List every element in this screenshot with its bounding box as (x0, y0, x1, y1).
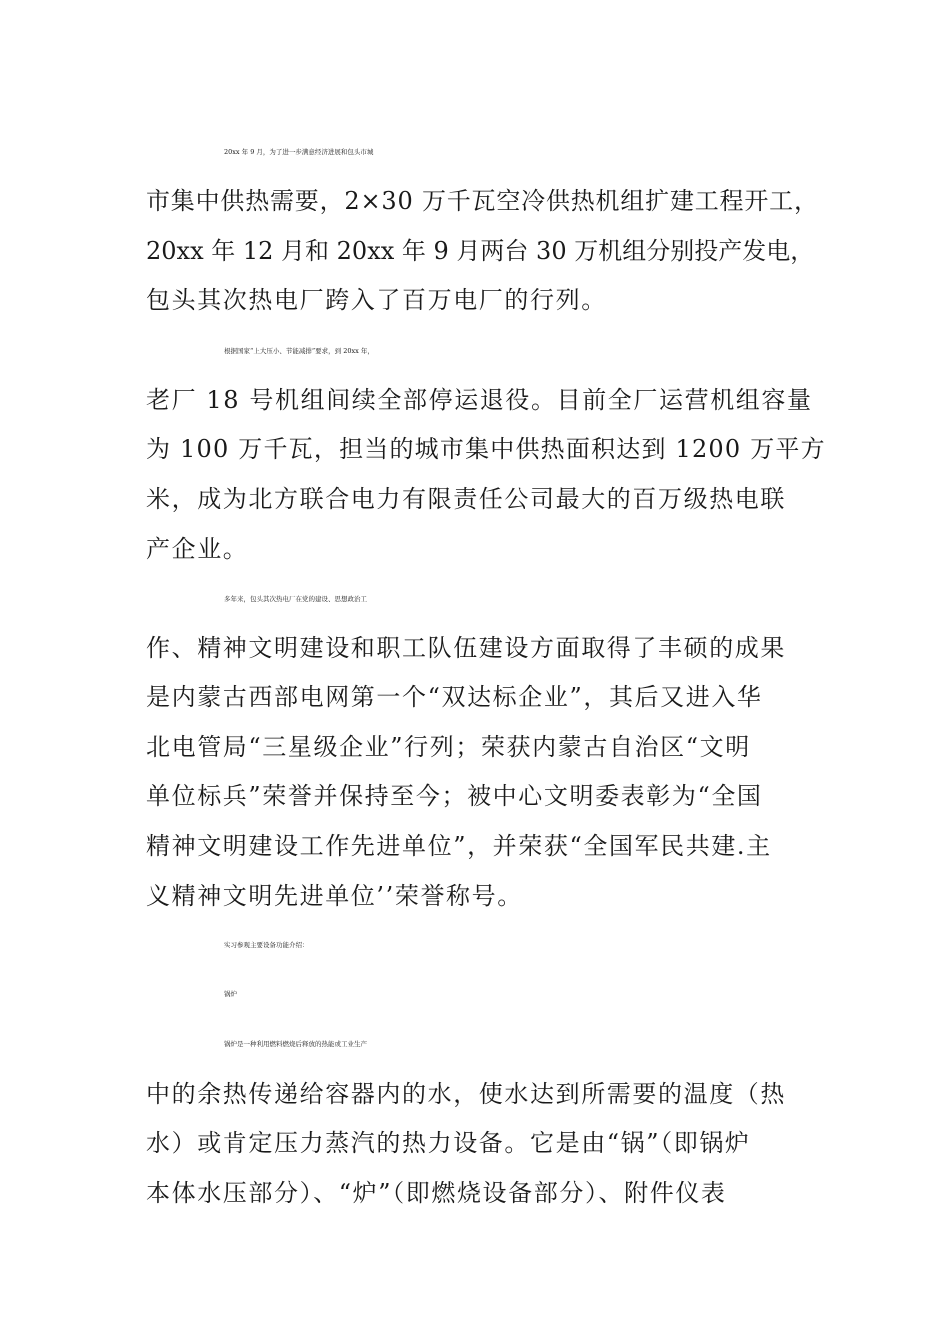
paragraph-3-line-3: 是内蒙古西部电网第一个“双达标企业”，其后又进入华 (146, 683, 763, 711)
paragraph-4-line-1: 锅炉是一种利用燃料燃烧后释放的热能或工业生产 (224, 1040, 367, 1048)
paragraph-1-line-2: 市集中供热需要，2×30 万千瓦空冷供热机组扩建工程开工， (146, 187, 819, 215)
paragraph-3-line-4: 北电管局“三星级企业”行列；荣获内蒙古自治区“文明 (146, 733, 751, 761)
paragraph-1-line-1: 20xx 年 9 月，为了进一步满意经济进展和包头市城 (224, 148, 374, 156)
paragraph-4-line-4: 本体水压部分）、“炉”（即燃烧设备部分）、附件仪表 (146, 1179, 727, 1207)
paragraph-3-line-5: 单位标兵”荣誉并保持至今；被中心文明委表彰为“全国 (146, 782, 763, 810)
paragraph-3-line-1: 多年来，包头其次热电厂在党的建设、思想政治工 (224, 595, 367, 603)
paragraph-4-line-2: 中的余热传递给容器内的水，使水达到所需要的温度（热 (146, 1080, 786, 1108)
paragraph-2-line-1: 根据国家“上大压小、节能减排”要求，到 20xx 年， (224, 347, 374, 355)
paragraph-2-line-3: 为 100 万千瓦，担当的城市集中供热面积达到 1200 万平方 (146, 435, 826, 463)
paragraph-3-line-6: 精神文明建设工作先进单位”，并荣获“全国军民共建.主 (146, 832, 772, 860)
paragraph-2-line-2: 老厂 18 号机组间续全部停运退役。目前全厂运营机组容量 (146, 386, 813, 414)
section-intro-heading: 实习参观主要设备功能介绍： (224, 941, 309, 949)
paragraph-1-line-4: 包头其次热电厂跨入了百万电厂的行列。 (146, 286, 607, 314)
paragraph-2-line-5: 产企业。 (146, 535, 249, 563)
boiler-heading: 锅炉 (224, 990, 237, 998)
paragraph-2-line-4: 米，成为北方联合电力有限责任公司最大的百万级热电联 (146, 485, 786, 513)
paragraph-3-line-7: 义精神文明先进单位’’荣誉称号。 (146, 882, 523, 910)
paragraph-1-line-3: 20xx 年 12 月和 20xx 年 9 月两台 30 万机组分别投产发电， (146, 237, 815, 265)
paragraph-4-line-3: 水）或肯定压力蒸汽的热力设备。它是由“锅”（即锅炉 (146, 1129, 751, 1157)
paragraph-3-line-2: 作、精神文明建设和职工队伍建设方面取得了丰硕的成果 (146, 634, 786, 662)
